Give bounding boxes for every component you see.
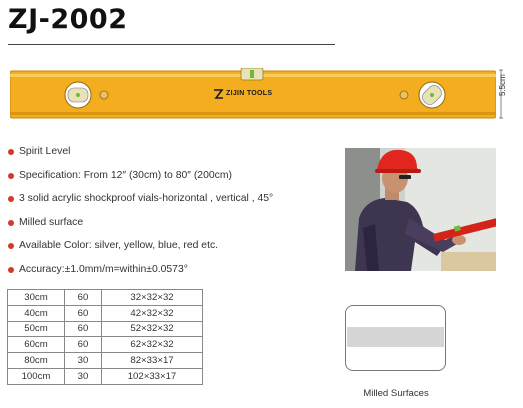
feature-item: Spirit Level	[8, 146, 338, 170]
size-carton-cell: 82×33×17	[102, 353, 203, 369]
milled-surface-band	[347, 327, 444, 347]
size-qty-cell: 60	[65, 305, 102, 321]
feature-item: Accuracy:±1.0mm/m=within±0.0573°	[8, 264, 338, 288]
product-title: ZJ-2002	[8, 4, 128, 35]
size-length-cell: 40cm	[8, 305, 65, 321]
size-length-cell: 80cm	[8, 353, 65, 369]
table-row	[8, 337, 203, 353]
worker-photo	[345, 148, 496, 271]
size-carton-cell: 62×32×32	[102, 337, 203, 353]
title-underline	[8, 44, 335, 45]
bullet-dot-icon	[8, 267, 14, 273]
milled-surface-diagram	[345, 305, 446, 371]
size-qty-cell: 60	[65, 290, 102, 306]
feature-item: 3 solid acrylic shockproof vials-horizontal , vertical , 45°	[8, 193, 338, 217]
bullet-dot-icon	[8, 243, 14, 249]
table-row	[8, 321, 203, 337]
table-row	[8, 290, 203, 306]
size-table	[7, 289, 203, 385]
size-qty-cell: 60	[65, 337, 102, 353]
table-row	[8, 305, 203, 321]
size-carton-cell: 42×32×32	[102, 305, 203, 321]
milled-surface-label: Milled Surfaces	[363, 388, 429, 399]
size-length-cell: 60cm	[8, 337, 65, 353]
height-dimension-label: 5.5cm	[498, 74, 507, 96]
feature-item: Specification: From 12″ (30cm) to 80″ (200cm)	[8, 170, 338, 194]
worker-using-level-illustration	[345, 148, 496, 271]
level-brand-text: ZIJIN TOOLS	[226, 90, 273, 97]
size-qty-cell: 30	[65, 368, 102, 384]
table-row	[8, 368, 203, 384]
size-qty-cell: 60	[65, 321, 102, 337]
size-length-cell: 50cm	[8, 321, 65, 337]
bullet-dot-icon	[8, 149, 14, 155]
feature-list	[8, 146, 338, 287]
bullet-dot-icon	[8, 173, 14, 179]
size-length-cell: 30cm	[8, 290, 65, 306]
size-length-cell: 100cm	[8, 368, 65, 384]
spirit-level-image	[10, 68, 496, 120]
feature-item: Available Color: silver, yellow, blue, red etc.	[8, 240, 338, 264]
table-row	[8, 353, 203, 369]
size-qty-cell: 30	[65, 353, 102, 369]
feature-item: Milled surface	[8, 217, 338, 241]
size-carton-cell: 102×33×17	[102, 368, 203, 384]
size-carton-cell: 32×32×32	[102, 290, 203, 306]
bullet-dot-icon	[8, 220, 14, 226]
bullet-dot-icon	[8, 196, 14, 202]
size-carton-cell: 52×32×32	[102, 321, 203, 337]
